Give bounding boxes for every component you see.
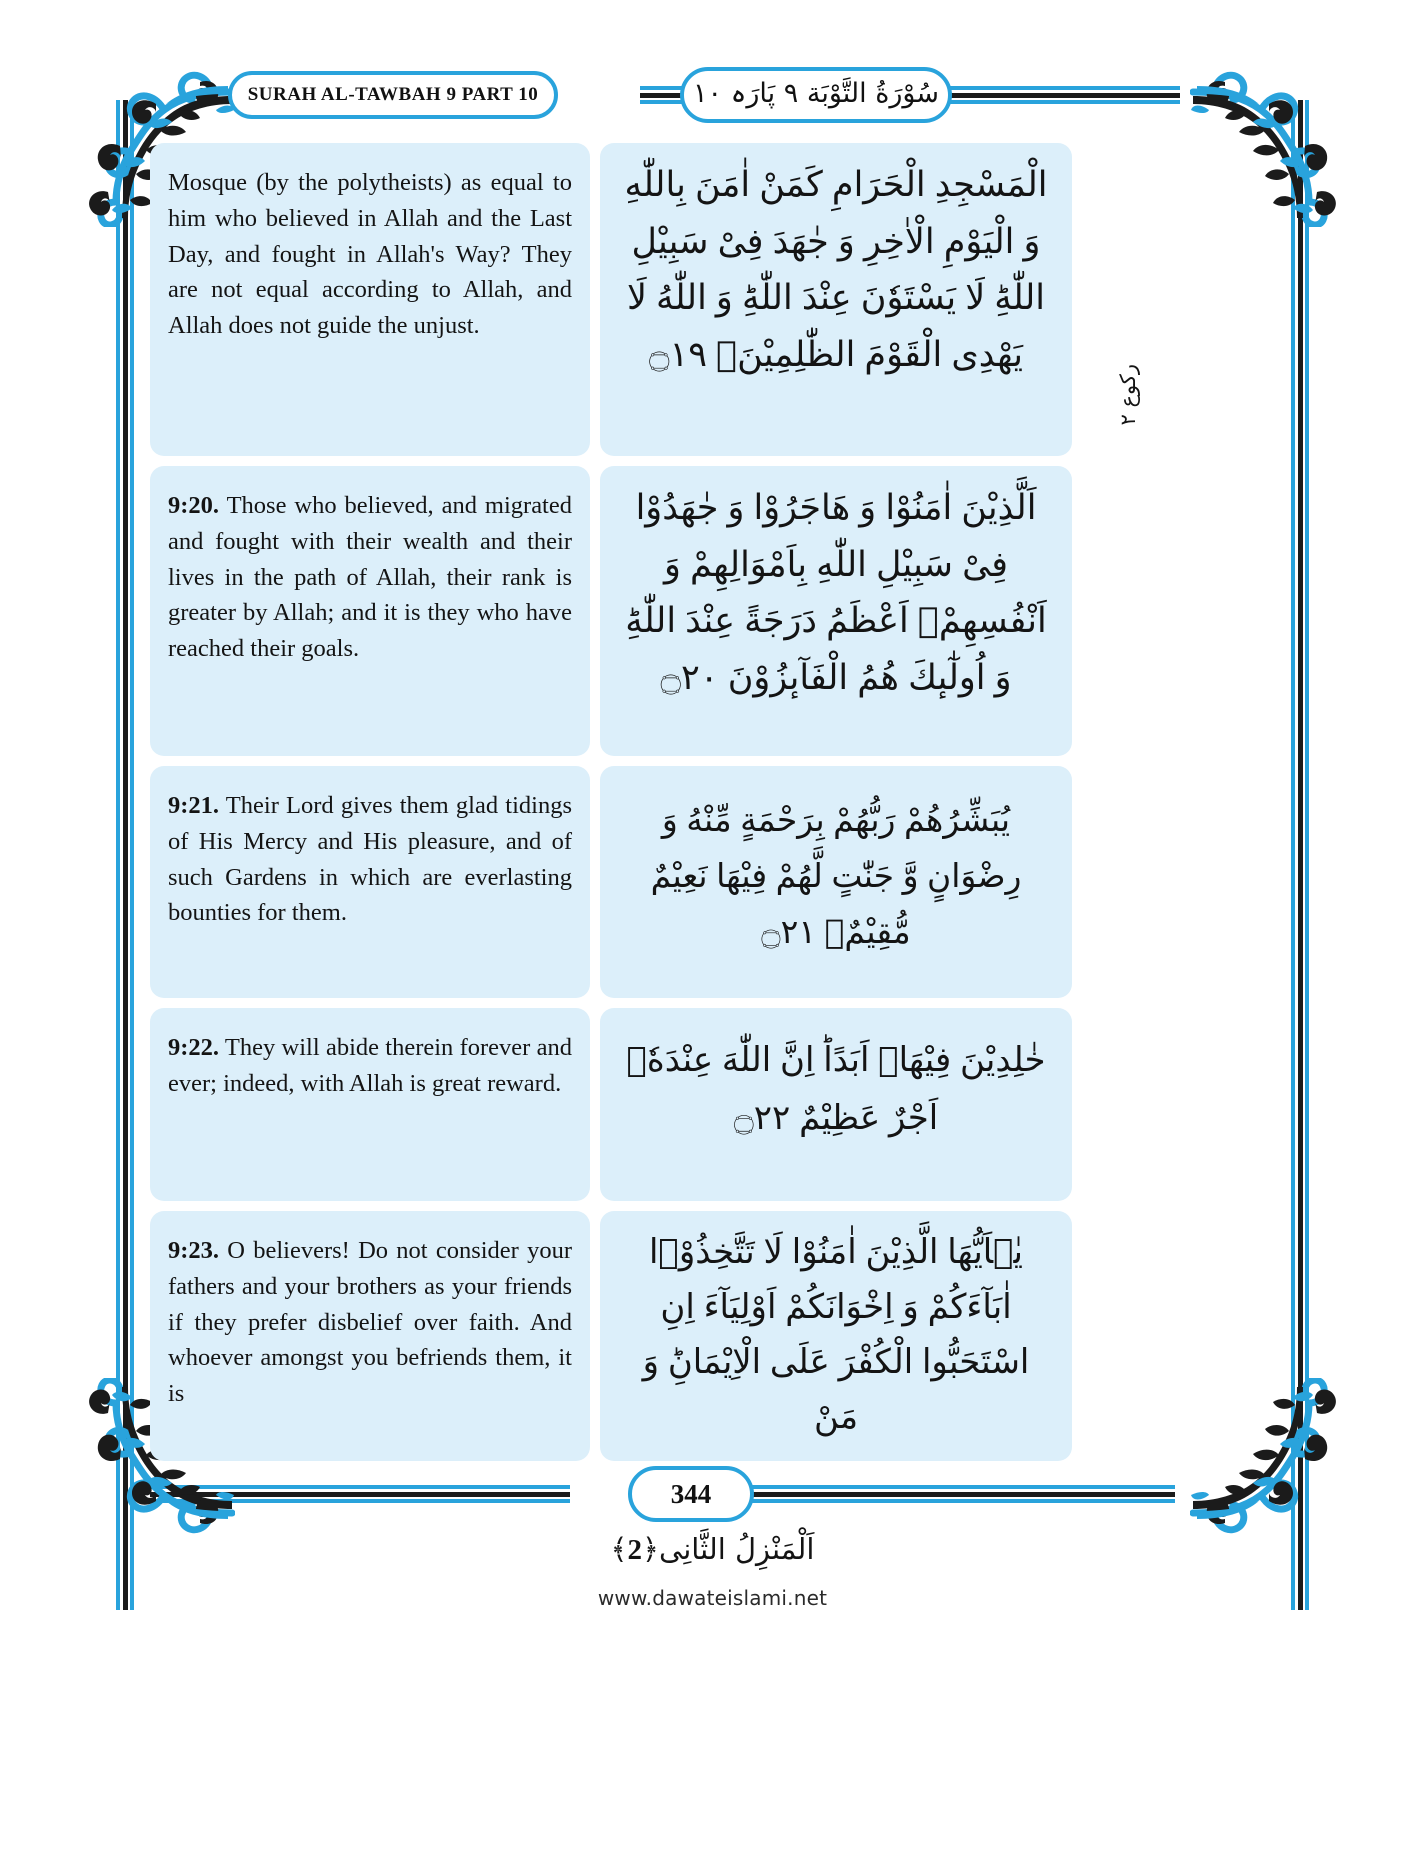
translation-cell	[150, 766, 590, 998]
translation-body: They will abide therein forever and ever; indeed, with Allah is great reward.	[168, 1034, 572, 1097]
verse-row	[150, 143, 1090, 456]
translation-text	[168, 488, 572, 667]
surah-title-english: SURAH AL-TAWBAH 9 PART 10	[247, 84, 539, 105]
verse-grid	[150, 143, 1090, 1461]
ruku-marker-text: رکوع ۲	[1115, 364, 1140, 426]
website-url[interactable]: www.dawateislami.net	[597, 1586, 828, 1610]
arabic-cell	[600, 466, 1072, 756]
translation-text	[168, 165, 572, 344]
surah-title-arabic: سُوْرَةُ التَّوْبَة ۹ پَارَہ ۱۰	[692, 78, 940, 109]
translation-body: Their Lord gives them glad tidings of His Mercy and His pleasure, and of such Gardens in which are everlasting bounties for them.	[168, 792, 572, 927]
floral-ornament-icon	[1190, 52, 1365, 227]
translation-cell	[150, 1211, 590, 1461]
surah-title-banner-arabic	[680, 67, 952, 123]
manzil-bracket-open: ﴿	[642, 1532, 660, 1566]
arabic-text: الْمَسْجِدِ الْحَرَامِ كَمَنْ اٰمَنَ بِاللّٰهِ وَ الْيَوْمِ الْاٰخِرِ وَ جٰهَدَ فِیْ سَبِیْلِ اللّٰهِؕ لَا یَسْتَوٗنَ عِنْدَ اللّٰهِؕ وَ اللّٰهُ لَا یَهْدِی الْقَوْمَ الظّٰلِمِیْنَ۠ ۝۱۹	[624, 165, 1048, 376]
translation-body: Mosque (by the polytheists) as equal to him who believed in Allah and the Last Day, and fought in Allah's Way? They are not equal according to Allah, and Allah does not guide the unjust.	[168, 169, 572, 340]
translation-body: O believers! Do not consider your fathers and your brothers as your friends if they prefer disbelief over faith. And whoever amongst you befriends them, it is	[168, 1237, 572, 1408]
arabic-cell	[600, 143, 1072, 456]
manzil-footer	[0, 1532, 1425, 1567]
translation-cell	[150, 143, 590, 456]
surah-title-banner-english	[228, 71, 558, 119]
translation-text	[168, 788, 572, 931]
translation-text	[168, 1233, 572, 1412]
manzil-number: 2	[627, 1534, 643, 1566]
floral-ornament-icon	[1190, 1378, 1365, 1553]
header-rule-right	[940, 86, 1180, 104]
verse-row	[150, 1211, 1090, 1461]
arabic-cell	[600, 766, 1072, 998]
ruku-margin-note	[1098, 330, 1158, 460]
translation-cell	[150, 466, 590, 756]
verse-number: 9:20.	[168, 492, 220, 519]
arabic-text: اَلَّذِیْنَ اٰمَنُوْا وَ هَاجَرُوْا وَ جٰهَدُوْا فِیْ سَبِیْلِ اللّٰهِ بِاَمْوَالِهِمْ وَ اَنْفُسِهِمْۙ اَعْظَمُ دَرَجَةً عِنْدَ اللّٰهِؕ وَ اُولٰٓىٕكَ هُمُ الْفَآىٕزُوْنَ ۝۲۰	[625, 488, 1047, 699]
translation-cell	[150, 1008, 590, 1201]
translation-text	[168, 1030, 572, 1102]
verse-row	[150, 766, 1090, 998]
page-number-badge	[628, 1466, 754, 1522]
verse-number: 9:23.	[168, 1237, 220, 1264]
translation-body: Those who believed, and migrated and fought with their wealth and their lives in the path of Allah, their rank is greater by Allah; and it is they who have reached their goals.	[168, 492, 572, 663]
arabic-text: خٰلِدِیْنَ فِیْهَاۤ اَبَدًاؕ اِنَّ اللّٰهَ عِنْدَهٗۤ اَجْرٌ عَظِیْمٌ ۝۲۲	[626, 1040, 1046, 1138]
verse-number: 9:21.	[168, 792, 220, 819]
manzil-bracket-close: ﴾	[610, 1532, 628, 1566]
verse-row	[150, 466, 1090, 756]
verse-row	[150, 1008, 1090, 1201]
arabic-cell	[600, 1211, 1072, 1461]
arabic-text: یٰۤاَیُّهَا الَّذِیْنَ اٰمَنُوْا لَا تَتَّخِذُوْۤا اٰبَآءَكُمْ وَ اِخْوَانَكُمْ اَوْلِیَآءَ اِنِ اسْتَحَبُّوا الْكُفْرَ عَلَى الْاِیْمَانِؕ وَ مَنْ	[642, 1232, 1030, 1438]
page-number: 344	[670, 1478, 712, 1509]
arabic-cell	[600, 1008, 1072, 1201]
manzil-label: اَلْمَنْزِلُ الثَّانِی	[659, 1532, 815, 1566]
verse-number: 9:22.	[168, 1034, 220, 1061]
arabic-text: یُبَشِّرُهُمْ رَبُّهُمْ بِرَحْمَةٍ مِّنْهُ وَ رِضْوَانٍ وَّ جَنّٰتٍ لَّهُمْ فِیْهَا نَعِیْمٌ مُّقِیْمٌۙ ۝۲۱	[650, 800, 1022, 952]
